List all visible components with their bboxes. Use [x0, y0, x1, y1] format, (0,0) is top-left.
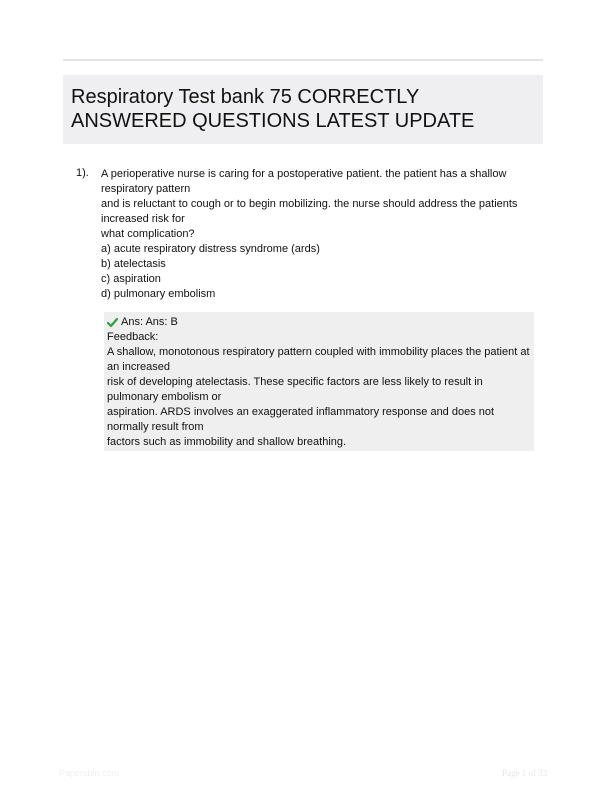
question-line: and is reluctant to cough or to begin mobilizing. the nurse should address the patients increased risk for	[101, 198, 518, 225]
option-b: b) atelectasis	[101, 258, 166, 270]
page-title: Respiratory Test bank 75 CORRECTLY ANSWERED QUESTIONS LATEST UPDATE	[71, 86, 475, 132]
feedback-line: risk of developing atelectasis. These specific factors are less likely to result in pulmonary embolism or	[107, 376, 483, 403]
feedback-heading: Feedback:	[107, 331, 159, 343]
answer-box	[104, 312, 534, 451]
question-line: A perioperative nurse is caring for a postoperative patient. the patient has a shallow respiratory pattern	[101, 168, 507, 195]
footer-watermark: Papersbin.com	[59, 768, 120, 778]
check-icon	[107, 317, 118, 328]
feedback-line: A shallow, monotonous respiratory pattern coupled with immobility places the patient at an increased	[107, 346, 530, 373]
page-number: Page 1 of 33	[502, 768, 548, 778]
option-c: c) aspiration	[101, 273, 161, 285]
option-a: a) acute respiratory distress syndrome (ards)	[101, 243, 320, 255]
question-line: what complication?	[101, 228, 195, 240]
question-number: 1).	[76, 167, 89, 179]
answer-row	[107, 315, 530, 330]
title-block	[63, 75, 543, 144]
feedback-line: factors such as immobility and shallow breathing.	[107, 436, 347, 448]
option-d: d) pulmonary embolism	[101, 288, 216, 300]
question-body	[101, 167, 521, 302]
answer-label: Ans: Ans: B	[121, 316, 178, 328]
top-divider	[63, 59, 543, 61]
feedback-line: aspiration. ARDS involves an exaggerated inflammatory response and does not normally result from	[107, 406, 495, 433]
